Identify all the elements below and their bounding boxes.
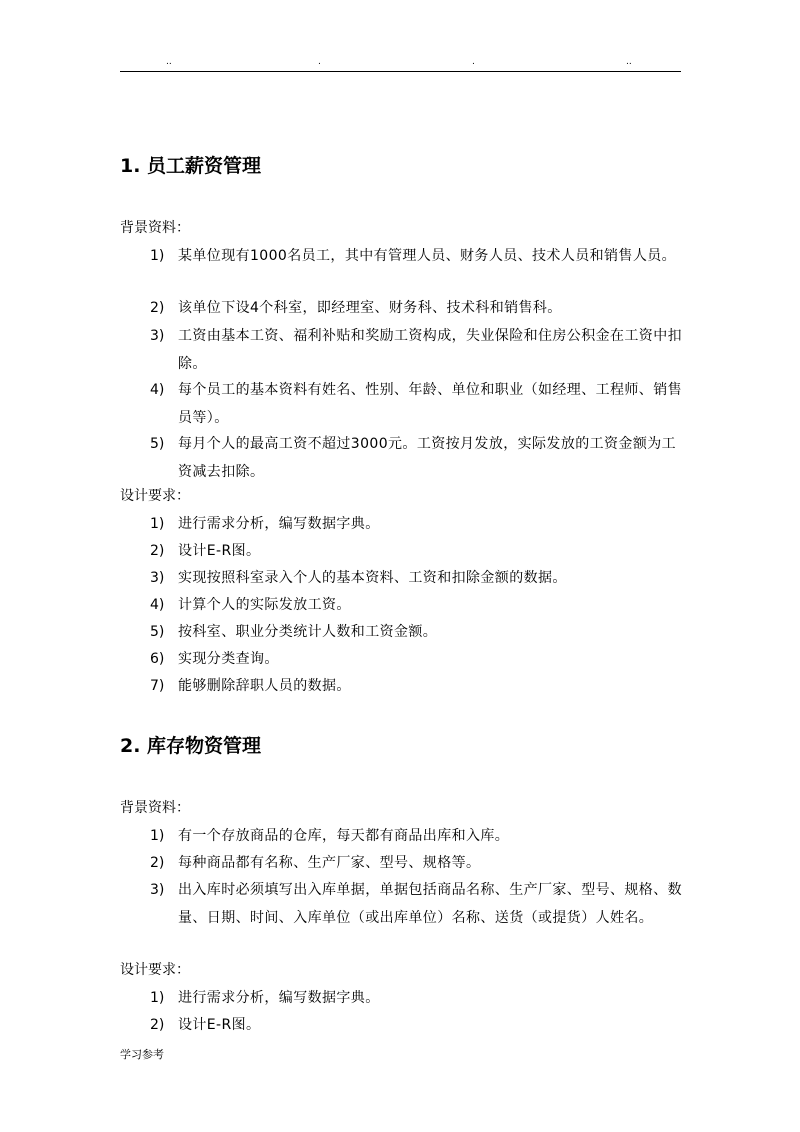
list-item <box>150 1011 690 1039</box>
list-item <box>150 242 690 270</box>
item-text: 每种商品都有名称、生产厂家、型号、规格等。 <box>178 855 481 871</box>
requirements-label: 设计要求： <box>120 488 190 504</box>
item-number: 3) <box>150 882 165 898</box>
header-mark: . <box>318 57 321 67</box>
list-item <box>150 984 690 1012</box>
header-mark: . <box>472 57 475 67</box>
list-item <box>150 510 690 538</box>
item-number: 7) <box>150 678 165 694</box>
item-text: 出入库时必须填写出入库单据，单据包括商品名称、生产厂家、型号、规格、数量、日期、时间、入库单位（或出库单位）名称、送货（或提货）人姓名。 <box>178 882 682 926</box>
list-item <box>150 537 690 565</box>
list-item <box>150 322 690 378</box>
item-number: 2) <box>150 300 165 316</box>
item-number: 1) <box>150 990 165 1006</box>
page-footer: 学习参考 <box>120 1048 164 1061</box>
section-title: 1. 员工薪资管理 <box>120 155 262 177</box>
item-number: 2) <box>150 855 165 871</box>
item-text: 实现分类查询。 <box>178 651 279 667</box>
item-number: 1) <box>150 828 165 844</box>
item-text: 实现按照科室录入个人的基本资料、工资和扣除金额的数据。 <box>178 570 567 586</box>
list-item <box>150 876 690 932</box>
item-text: 进行需求分析，编写数据字典。 <box>178 516 380 532</box>
item-number: 2) <box>150 543 165 559</box>
list-item <box>150 430 690 486</box>
item-number: 1) <box>150 248 165 264</box>
list-item <box>150 564 690 592</box>
section-title: 2. 库存物资管理 <box>120 735 262 757</box>
list-item <box>150 294 690 322</box>
item-number: 2) <box>150 1017 165 1033</box>
list-item <box>150 591 690 619</box>
item-text: 工资由基本工资、福利补贴和奖励工资构成，失业保险和住房公积金在工资中扣除。 <box>178 328 682 372</box>
item-text: 某单位现有1000名员工，其中有管理人员、财务人员、技术人员和销售人员。 <box>178 248 677 264</box>
item-text: 有一个存放商品的仓库，每天都有商品出库和入库。 <box>178 828 510 844</box>
item-number: 4) <box>150 382 165 398</box>
header-mark: .. <box>626 57 632 67</box>
item-text: 每月个人的最高工资不超过3000元。工资按月发放，实际发放的工资金额为工资减去扣除。 <box>178 436 677 480</box>
list-item <box>150 618 690 646</box>
item-number: 1) <box>150 516 165 532</box>
list-item <box>150 376 690 432</box>
item-number: 3) <box>150 328 165 344</box>
item-text: 设计E-R图。 <box>178 1017 261 1033</box>
item-text: 计算个人的实际发放工资。 <box>178 597 351 613</box>
background-label: 背景资料： <box>120 800 190 816</box>
item-number: 5) <box>150 436 165 452</box>
item-text: 设计E-R图。 <box>178 543 261 559</box>
item-number: 5) <box>150 624 165 640</box>
item-text: 能够删除辞职人员的数据。 <box>178 678 351 694</box>
item-number: 6) <box>150 651 165 667</box>
item-text: 每个员工的基本资料有姓名、性别、年龄、单位和职业（如经理、工程师、销售员等）。 <box>178 382 682 426</box>
header-rule <box>120 71 681 72</box>
list-item <box>150 849 690 877</box>
item-text: 该单位下设4个科室，即经理室、财务科、技术科和销售科。 <box>178 300 562 316</box>
list-item <box>150 645 690 673</box>
item-text: 进行需求分析，编写数据字典。 <box>178 990 380 1006</box>
list-item <box>150 672 690 700</box>
list-item <box>150 822 690 850</box>
item-text: 按科室、职业分类统计人数和工资金额。 <box>178 624 438 640</box>
header-mark: .. <box>166 57 172 67</box>
item-number: 4) <box>150 597 165 613</box>
item-number: 3) <box>150 570 165 586</box>
background-label: 背景资料： <box>120 220 190 236</box>
requirements-label: 设计要求： <box>120 962 190 978</box>
